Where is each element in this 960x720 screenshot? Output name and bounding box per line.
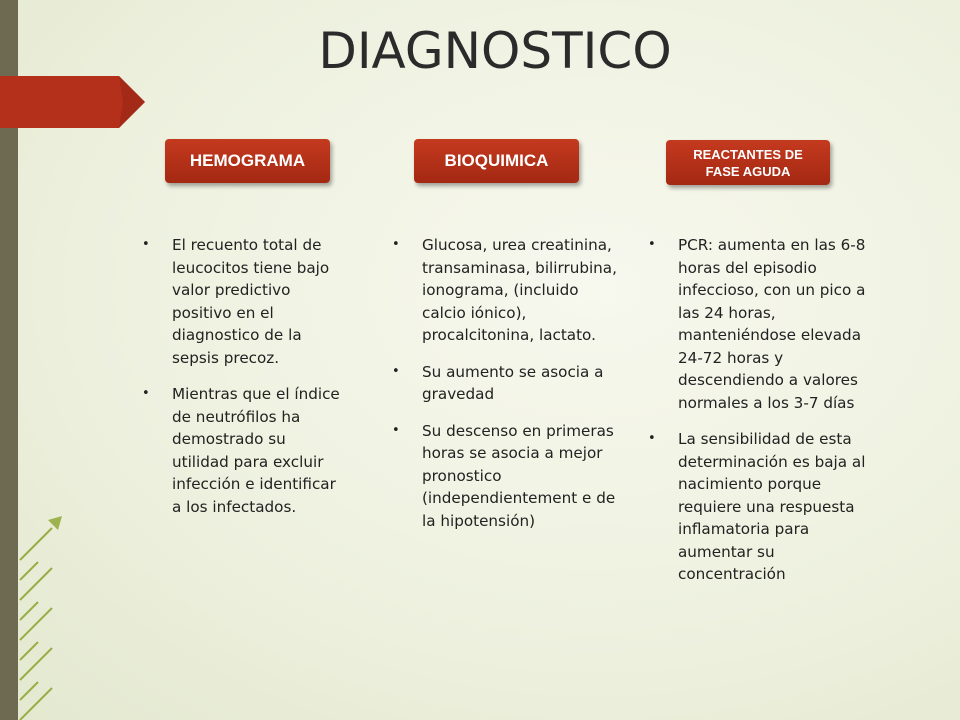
column-bioquimica	[392, 234, 624, 546]
column-reactantes	[648, 234, 876, 600]
column-hemograma	[142, 234, 342, 532]
list-item: • Mientras que el índice de neutrófilos ha demostrado su utilidad para excluir infección e identificar a los infectados.	[142, 383, 342, 518]
page-title: DIAGNOSTICO	[318, 22, 672, 80]
header-bioquimica-label: BIOQUIMICA	[444, 151, 549, 170]
header-reactantes	[666, 140, 830, 185]
list-item: • Glucosa, urea creatinina, transaminasa, bilirrubina, ionograma, (incluido calcio iónico), procalcitonina, lactato.	[392, 234, 624, 347]
list-item: • Su aumento se asocia a gravedad	[392, 361, 624, 406]
list-item: • La sensibilidad de esta determinación es baja al nacimiento porque requiere una respuesta inflamatoria para aumentar su concentración	[648, 428, 876, 586]
header-bioquimica	[414, 139, 579, 183]
header-hemograma	[165, 139, 330, 183]
red-title-tab	[0, 76, 145, 128]
header-hemograma-label: HEMOGRAMA	[189, 151, 306, 170]
header-reactantes-line1: REACTANTES DE	[693, 147, 803, 162]
list-item: • El recuento total de leucocitos tiene bajo valor predictivo positivo en el diagnostico de la sepsis precoz.	[142, 234, 342, 369]
header-reactantes-line2: FASE AGUDA	[705, 164, 791, 179]
list-item: • PCR: aumenta en las 6-8 horas del episodio infeccioso, con un pico a las 24 horas, manteniéndose elevada 24-72 horas y descendiendo a valores normales a los 3-7 días	[648, 234, 876, 414]
list-item: • Su descenso en primeras horas se asocia a mejor pronostico (independientement e de la hipotensión)	[392, 420, 624, 533]
